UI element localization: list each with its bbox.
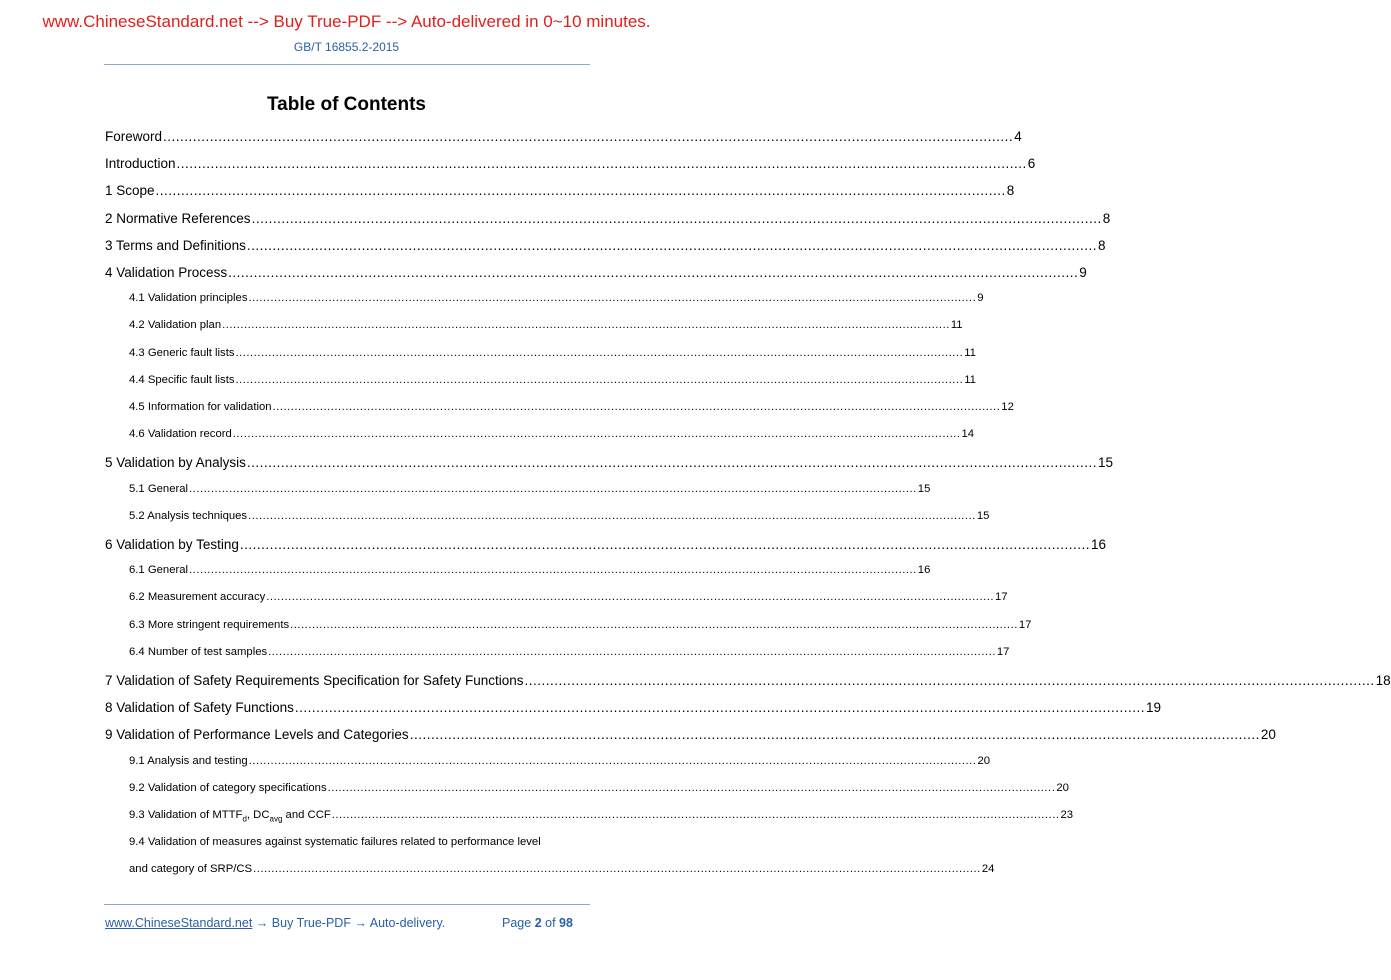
toc-entry-label: 9.1 Analysis and testing bbox=[129, 754, 248, 767]
toc-entry[interactable] bbox=[105, 673, 1391, 688]
toc-entry[interactable] bbox=[129, 401, 1014, 413]
toc-entry-page: 17 bbox=[995, 591, 1008, 604]
toc-entry[interactable] bbox=[129, 428, 975, 441]
dot-leader: ........................................................................................................................................................................................................ bbox=[294, 700, 1146, 716]
dot-leader: ........................................................................................................................................................................................................ bbox=[272, 401, 1001, 413]
toc-entry[interactable] bbox=[129, 292, 984, 305]
toc-entry[interactable] bbox=[105, 265, 1087, 280]
toc-entry-label: 4.6 Validation record bbox=[129, 428, 232, 441]
toc-entry-page: 20 bbox=[1260, 727, 1276, 743]
dot-leader: ........................................................................................................................................................................................................ bbox=[251, 210, 1102, 226]
toc-entry[interactable] bbox=[105, 537, 1107, 552]
dot-leader: ........................................................................................................................................................................................................ bbox=[155, 183, 1006, 199]
toc-entry-label: 4.5 Information for validation bbox=[129, 401, 272, 413]
arrow-icon: → bbox=[255, 916, 269, 930]
toc-entry-page: 14 bbox=[961, 428, 975, 441]
toc-entry-label: 4 Validation Process bbox=[105, 265, 228, 280]
footer-delivery-text: Auto-delivery. bbox=[369, 916, 446, 930]
toc-entry-page: 15 bbox=[917, 482, 931, 495]
toc-entry[interactable] bbox=[105, 455, 1114, 471]
standard-number: GB/T 16855.2-2015 bbox=[293, 40, 400, 54]
dot-leader: ........................................................................................................................................................................................................ bbox=[232, 428, 961, 441]
current-page-number: 2 bbox=[534, 916, 542, 930]
toc-entry[interactable] bbox=[129, 482, 931, 495]
page-indicator bbox=[502, 916, 573, 930]
toc-entry-label: 9.2 Validation of category specifications bbox=[129, 781, 327, 794]
toc-entry-page: 20 bbox=[977, 754, 991, 767]
dot-leader: ........................................................................................................................................................................................................ bbox=[239, 537, 1090, 552]
dot-leader: ........................................................................................................................................................................................................ bbox=[248, 292, 977, 305]
toc-entry-page: 4 bbox=[1014, 129, 1022, 144]
toc-entry-page: 17 bbox=[996, 645, 1010, 658]
toc-entry-label: 5.1 General bbox=[129, 482, 189, 495]
dot-leader: ........................................................................................................................................................................................................ bbox=[246, 455, 1097, 471]
dot-leader: ........................................................................................................................................................................................................ bbox=[176, 156, 1027, 172]
toc-entry-label: 6.3 More stringent requirements bbox=[129, 618, 290, 631]
toc-entry[interactable] bbox=[129, 346, 976, 359]
toc-entry[interactable] bbox=[129, 645, 1010, 658]
toc-entry[interactable] bbox=[129, 809, 1074, 824]
toc-label-subscript: d bbox=[242, 814, 247, 824]
toc-entry-label: 9.4 Validation of measures against systematic failures related to performance level bbox=[129, 836, 541, 849]
toc-entry-page: 17 bbox=[1018, 618, 1032, 631]
page-word: Page bbox=[502, 916, 532, 930]
footer-promo-link[interactable] bbox=[105, 916, 445, 930]
toc-entry-page: 23 bbox=[1060, 809, 1074, 821]
toc-entry-label: Foreword bbox=[105, 129, 163, 144]
dot-leader: ........................................................................................................................................................................................................ bbox=[228, 265, 1079, 280]
toc-entry-label: Introduction bbox=[105, 156, 176, 172]
toc-entry[interactable] bbox=[129, 836, 588, 848]
toc-entry[interactable] bbox=[105, 210, 1111, 226]
toc-entry-page: 18 bbox=[1375, 673, 1391, 688]
toc-entry[interactable] bbox=[105, 727, 1276, 743]
toc-entry-label: 4.1 Validation principles bbox=[129, 292, 248, 305]
toc-entry[interactable] bbox=[129, 618, 1032, 631]
toc-entry-page: 11 bbox=[964, 346, 976, 359]
dot-leader: ........................................................................................................................................................................................................ bbox=[409, 727, 1260, 743]
toc-entry[interactable] bbox=[129, 564, 931, 577]
toc-entry-label: 8 Validation of Safety Functions bbox=[105, 700, 294, 716]
toc-entry[interactable] bbox=[129, 373, 976, 386]
dot-leader: ........................................................................................................................................................................................................ bbox=[524, 673, 1375, 688]
toc-entry[interactable] bbox=[129, 754, 991, 767]
total-page-count: 98 bbox=[559, 916, 573, 930]
footer-site-link[interactable]: www.ChineseStandard.net bbox=[105, 916, 253, 930]
dot-leader: ........................................................................................................................................................................................................ bbox=[222, 319, 950, 332]
dot-leader: ........................................................................................................................................................................................................ bbox=[253, 863, 981, 876]
toc-entry[interactable] bbox=[129, 591, 1008, 604]
toc-entry[interactable] bbox=[129, 863, 995, 876]
dot-leader: ........................................................................................................................................................................................................ bbox=[189, 564, 917, 577]
toc-entry-page: 16 bbox=[917, 564, 931, 577]
arrow-icon: → bbox=[354, 916, 367, 930]
toc-entry[interactable] bbox=[129, 509, 990, 522]
toc-entry-label: 5 Validation by Analysis bbox=[105, 455, 246, 471]
toc-entry-label bbox=[129, 809, 331, 823]
toc-entry-page: 12 bbox=[1001, 401, 1014, 413]
dot-leader: ........................................................................................................................................................................................................ bbox=[189, 482, 917, 495]
dot-leader: ........................................................................................................................................................................................................ bbox=[163, 129, 1014, 144]
toc-entry-label: 4.4 Specific fault lists bbox=[129, 373, 235, 386]
toc-entry-label: and category of SRP/CS bbox=[129, 863, 253, 876]
toc-entry-page: 11 bbox=[950, 319, 963, 332]
toc-entry-label: 1 Scope bbox=[105, 183, 155, 199]
toc-entry-label: 6 Validation by Testing bbox=[105, 537, 239, 552]
toc-entry-page: 20 bbox=[1056, 781, 1069, 794]
toc-entry[interactable] bbox=[129, 781, 1069, 794]
toc-entry-page: 15 bbox=[1098, 455, 1114, 471]
toc-entry-label: 6.2 Measurement accuracy bbox=[129, 591, 266, 604]
toc-entry-page: 15 bbox=[976, 509, 990, 522]
toc-entry-page: 8 bbox=[1097, 237, 1106, 253]
toc-entry[interactable] bbox=[129, 319, 963, 332]
toc-entry[interactable] bbox=[105, 700, 1162, 716]
toc-entry-label: 4.3 Generic fault lists bbox=[129, 346, 235, 359]
footer-divider bbox=[104, 904, 590, 905]
dot-leader: ........................................................................................................................................................................................................ bbox=[331, 809, 1060, 821]
toc-entry-page: 11 bbox=[964, 373, 976, 386]
toc-label-subscript: avg bbox=[269, 814, 283, 824]
dot-leader: ........................................................................................................................................................................................................ bbox=[235, 346, 964, 359]
dot-leader: ........................................................................................................................................................................................................ bbox=[266, 591, 994, 604]
toc-entry-label: 6.1 General bbox=[129, 564, 189, 577]
toc-entry-label: 4.2 Validation plan bbox=[129, 319, 222, 332]
toc-entry-page: 16 bbox=[1091, 537, 1107, 552]
toc-entry-page: 19 bbox=[1146, 700, 1162, 716]
toc-entry-page: 24 bbox=[981, 863, 995, 876]
toc-entry-page: 9 bbox=[977, 292, 984, 305]
toc-entry-label: 9 Validation of Performance Levels and Categories bbox=[105, 727, 409, 743]
page-title: Table of Contents bbox=[266, 94, 427, 115]
toc-entry-label: 5.2 Analysis techniques bbox=[129, 509, 248, 522]
toc-label-part: , DC bbox=[246, 809, 270, 821]
toc-entry-page: 9 bbox=[1079, 265, 1087, 280]
dot-leader: ........................................................................................................................................................................................................ bbox=[248, 509, 976, 522]
promo-banner[interactable]: www.ChineseStandard.net --> Buy True-PDF --> Auto-delivered in 0~10 minutes. bbox=[42, 12, 651, 31]
dot-leader: ........................................................................................................................................................................................................ bbox=[235, 373, 964, 386]
dot-leader: ........................................................................................................................................................................................................ bbox=[246, 237, 1097, 253]
toc-entry-label: 6.4 Number of test samples bbox=[129, 645, 268, 658]
toc-entry[interactable] bbox=[105, 183, 1015, 199]
dot-leader: ........................................................................................................................................................................................................ bbox=[268, 645, 996, 658]
toc-entry-page: 8 bbox=[1102, 210, 1111, 226]
footer-buy-text: Buy True-PDF bbox=[271, 916, 351, 930]
toc-entry[interactable] bbox=[105, 237, 1106, 253]
toc-entry-label: 7 Validation of Safety Requirements Specification for Safety Functions bbox=[105, 673, 524, 688]
toc-label-part: and CCF bbox=[282, 809, 331, 821]
toc-entry-page: 6 bbox=[1027, 156, 1036, 172]
toc-entry-label: 3 Terms and Definitions bbox=[105, 237, 246, 253]
dot-leader: ........................................................................................................................................................................................................ bbox=[248, 754, 977, 767]
of-word: of bbox=[545, 916, 556, 930]
dot-leader: ........................................................................................................................................................................................................ bbox=[327, 781, 1056, 794]
dot-leader: ........................................................................................................................................................................................................ bbox=[290, 618, 1018, 631]
toc-entry[interactable] bbox=[105, 129, 1022, 144]
toc-label-part: 9.3 Validation of MTTF bbox=[129, 809, 243, 821]
toc-entry-page: 8 bbox=[1006, 183, 1015, 199]
toc-entry-label: 2 Normative References bbox=[105, 210, 251, 226]
toc-entry[interactable] bbox=[105, 156, 1036, 172]
